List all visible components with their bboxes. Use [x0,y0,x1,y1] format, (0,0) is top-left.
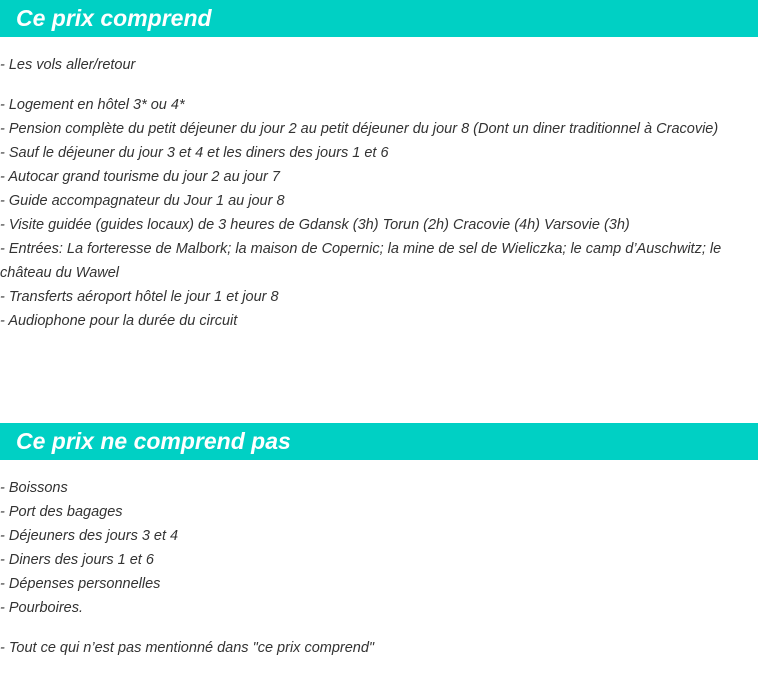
excluded-item-drinks: - Boissons [0,480,68,496]
included-item-transfers: - Transferts aéroport hôtel le jour 1 et jour 8 [0,289,279,305]
included-section-title: Ce prix comprend [0,0,758,37]
included-item-meal-exceptions: - Sauf le déjeuner du jour 3 et 4 et les diners des jours 1 et 6 [0,145,389,161]
excluded-item-lunches: - Déjeuners des jours 3 et 4 [0,528,179,544]
included-item-audiophone: - Audiophone pour la durée du circuit [0,313,238,329]
excluded-item-tips: - Pourboires. [0,600,84,616]
excluded-section-title: Ce prix ne comprend pas [0,423,758,460]
included-item-coach: - Autocar grand tourisme du jour 2 au jour 7 [0,169,280,185]
included-item-flights: - Les vols aller/retour [0,57,136,73]
excluded-item-luggage: - Port des bagages [0,504,123,520]
included-item-entrances: - Entrées: La forteresse de Malbork; la maison de Copernic; la mine de sel de Wieliczka; le camp d’Auschwitz; le château du Wawel [0,241,722,281]
excluded-item-everything-else: - Tout ce qui n’est pas mentionné dans "ce prix comprend" [0,640,375,656]
included-item-hotel: - Logement en hôtel 3* ou 4* [0,97,185,113]
included-item-guided-tours: - Visite guidée (guides locaux) de 3 heures de Gdansk (3h) Torun (2h) Cracovie (4h) Varsovie (3h) [0,217,630,233]
included-item-full-board: - Pension complète du petit déjeuner du jour 2 au petit déjeuner du jour 8 (Dont un diner traditionnel à Cracovie) [0,121,719,137]
included-item-guide: - Guide accompagnateur du Jour 1 au jour 8 [0,193,285,209]
excluded-item-personal-expenses: - Dépenses personnelles [0,576,161,592]
excluded-item-dinners: - Diners des jours 1 et 6 [0,552,154,568]
